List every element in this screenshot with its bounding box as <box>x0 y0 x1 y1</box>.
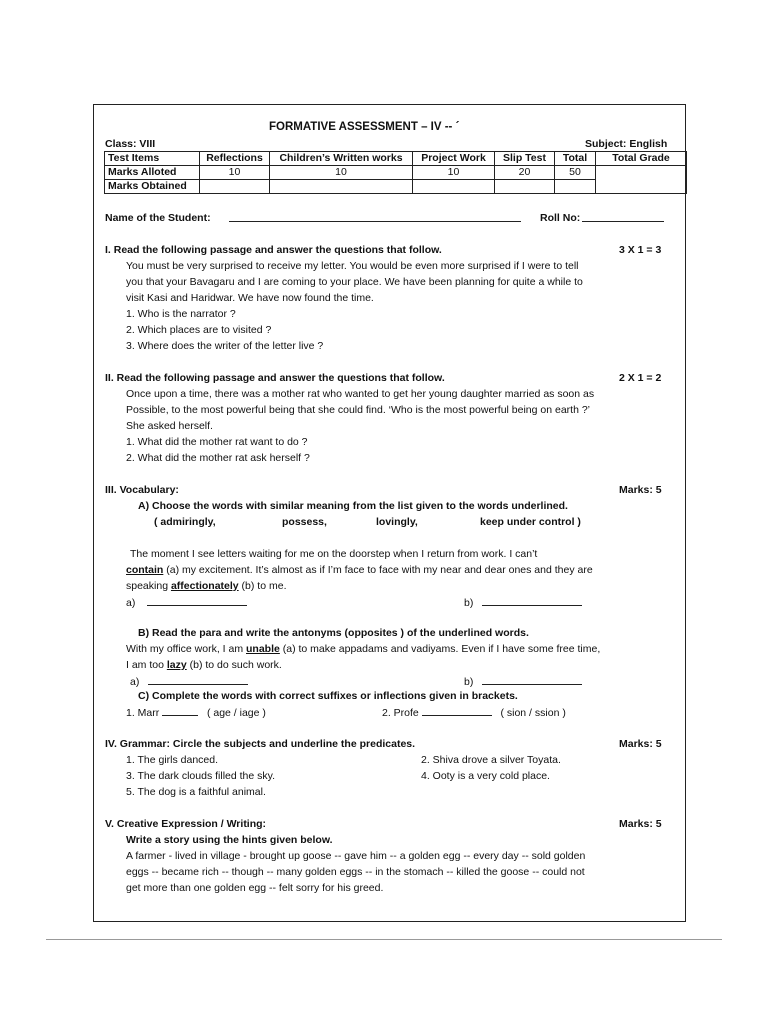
section-1-marks: 3 X 1 = 3 <box>619 244 662 256</box>
vocab-c-heading: C) Complete the words with correct suffixes or inflections given in brackets. <box>138 690 518 702</box>
page-divider <box>46 939 722 940</box>
section-5-heading: V. Creative Expression / Writing: <box>105 818 267 830</box>
section-3-marks: Marks: 5 <box>619 484 662 496</box>
section-2-marks: 2 X 1 = 2 <box>619 372 662 384</box>
underlined-word: lazy <box>166 659 187 671</box>
story-hint-line: get more than one golden egg -- felt sorry for his greed. <box>126 882 384 894</box>
section-4-marks: Marks: 5 <box>619 738 662 750</box>
grammar-item: 3. The dark clouds filled the sky. <box>126 770 276 782</box>
antonym-para-line: With my office work, I am unable (a) to make appadams and vadiyams. Even if I have some free time, <box>126 643 601 655</box>
table-cell: 10 <box>200 166 270 180</box>
story-hint-line: eggs -- became rich -- though -- many golden eggs -- in the stomach -- killed the goose -- could not <box>126 866 585 878</box>
suffix-item-2[interactable]: 2. Profe ( sion / ssion ) <box>382 707 566 719</box>
section-2-heading: II. Read the following passage and answer the questions that follow. <box>105 372 445 384</box>
section-1-heading: I. Read the following passage and answer the questions that follow. <box>105 244 442 256</box>
table-header: Total <box>555 152 596 166</box>
grammar-item: 5. The dog is a faithful animal. <box>126 786 266 798</box>
marks-table <box>104 151 687 194</box>
class-label: Class: VIII <box>105 138 156 150</box>
table-row <box>105 166 687 180</box>
answer-b[interactable]: b) <box>464 595 582 610</box>
vocab-para-line: speaking affectionately (b) to me. <box>126 580 287 592</box>
grammar-item: 4. Ooty is a very cold place. <box>421 770 550 782</box>
table-cell <box>200 180 270 194</box>
subject-label: Subject: English <box>585 138 668 150</box>
table-cell: Marks Alloted <box>105 166 200 180</box>
answer-b[interactable]: b) <box>464 674 582 689</box>
table-header: Total Grade <box>596 152 687 166</box>
question-item: 1. What did the mother rat want to do ? <box>126 436 308 448</box>
question-item: 3. Where does the writer of the letter live ? <box>126 340 324 352</box>
antonym-para-line: I am too lazy (b) to do such work. <box>126 659 282 671</box>
worksheet-frame <box>93 104 686 922</box>
passage-line: Once upon a time, there was a mother rat who wanted to get her young daughter married as soon as <box>126 388 595 400</box>
section-3-heading: III. Vocabulary: <box>105 484 179 496</box>
story-hint-line: A farmer - lived in village - brought up goose -- gave him -- a golden egg -- every day -- sold golden <box>126 850 586 862</box>
passage-line: visit Kasi and Haridwar. We have now found the time. <box>126 292 374 304</box>
student-name-field[interactable] <box>229 211 521 226</box>
roll-no-field[interactable] <box>582 211 664 226</box>
table-cell: 10 <box>413 166 495 180</box>
grammar-item: 1. The girls danced. <box>126 754 219 766</box>
underlined-word: contain <box>126 564 164 576</box>
table-cell <box>596 166 687 194</box>
section-5-subheading: Write a story using the hints given below. <box>126 834 333 846</box>
vocab-para-line: contain (a) my excitement. It’s almost as if I’m face to face with my near and dear ones and they are <box>126 564 593 576</box>
word-option: keep under control ) <box>480 516 581 528</box>
answer-a[interactable]: a) <box>126 595 247 610</box>
table-cell <box>555 180 596 194</box>
table-header: Reflections <box>200 152 270 166</box>
answer-a[interactable]: a) <box>130 674 248 689</box>
underlined-word: unable <box>246 643 280 655</box>
table-cell <box>270 180 413 194</box>
word-option: ( admiringly, <box>154 516 216 528</box>
vocab-a-heading: A) Choose the words with similar meaning from the list given to the words underlined. <box>138 500 568 512</box>
table-cell: 20 <box>495 166 555 180</box>
passage-line: You must be very surprised to receive my letter. You would be even more surprised if I were to tell <box>126 260 579 272</box>
marks-table-header <box>105 152 687 166</box>
question-item: 2. Which places are to visited ? <box>126 324 272 336</box>
question-item: 2. What did the mother rat ask herself ? <box>126 452 310 464</box>
word-option: possess, <box>282 516 327 528</box>
table-cell: 10 <box>270 166 413 180</box>
table-cell: 50 <box>555 166 596 180</box>
table-header: Slip Test <box>495 152 555 166</box>
passage-line: She asked herself. <box>126 420 213 432</box>
table-cell <box>413 180 495 194</box>
student-name-label: Name of the Student: <box>105 212 211 224</box>
table-header: Children’s Written works <box>270 152 413 166</box>
passage-line: Possible, to the most powerful being that she could find. ‘Who is the most powerful being on earth ?’ <box>126 404 591 416</box>
roll-no-label: Roll No: <box>540 212 581 224</box>
table-header: Project Work <box>413 152 495 166</box>
section-4-heading: IV. Grammar: Circle the subjects and underline the predicates. <box>105 738 416 750</box>
word-option: lovingly, <box>376 516 418 528</box>
grammar-item: 2. Shiva drove a silver Toyata. <box>421 754 561 766</box>
passage-line: you that your Bavagaru and I are coming to your place. We have been planning for quite a while to <box>126 276 583 288</box>
underlined-word: affectionately <box>170 580 239 592</box>
table-cell <box>495 180 555 194</box>
section-5-marks: Marks: 5 <box>619 818 662 830</box>
page-title: FORMATIVE ASSESSMENT – IV -- ´ <box>269 121 460 133</box>
table-cell: Marks Obtained <box>105 180 200 194</box>
suffix-item-1[interactable]: 1. Marr ( age / iage ) <box>126 707 266 719</box>
question-item: 1. Who is the narrator ? <box>126 308 236 320</box>
vocab-para-line: The moment I see letters waiting for me on the doorstep when I return from work. I can’t <box>130 548 538 560</box>
table-header: Test Items <box>105 152 200 166</box>
vocab-b-heading: B) Read the para and write the antonyms (opposites ) of the underlined words. <box>138 627 529 639</box>
